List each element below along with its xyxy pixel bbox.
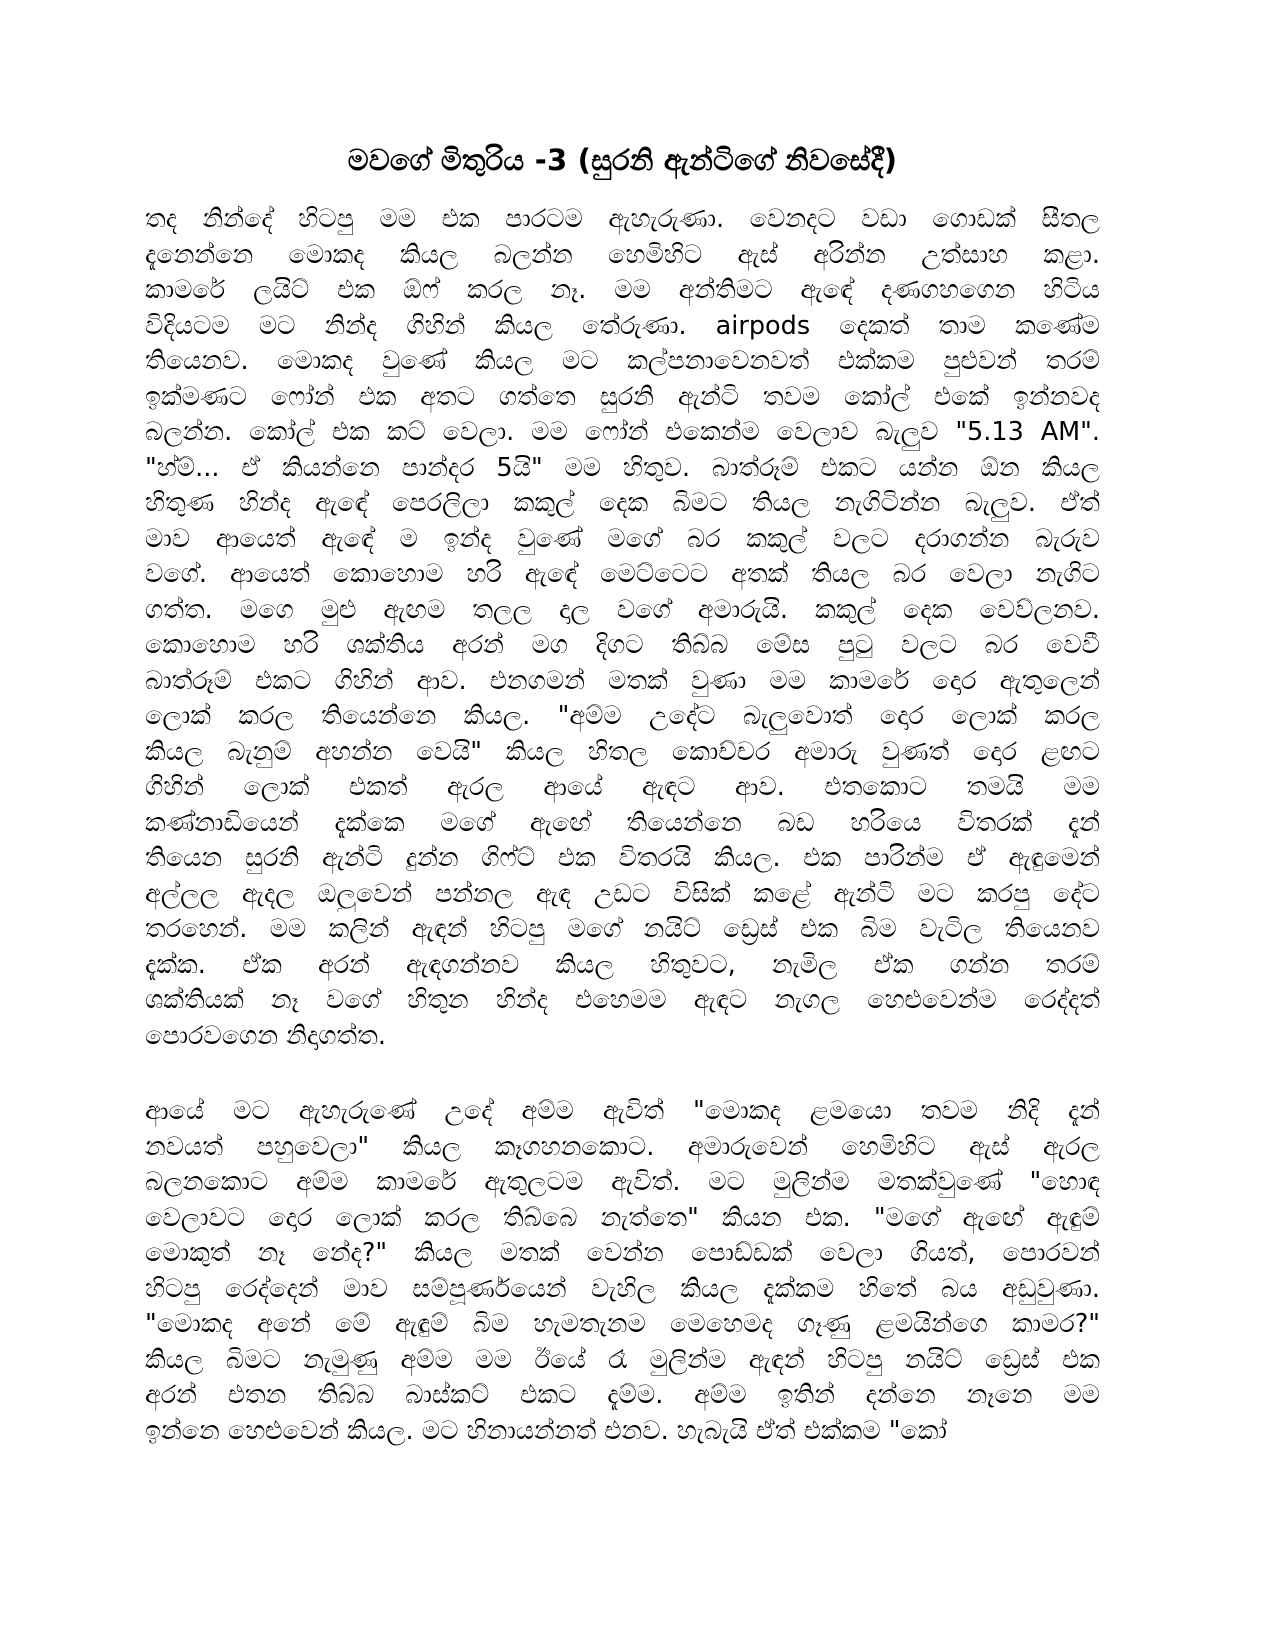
text-line: ලොක් කරල තියෙන්නෙ කියල. "අම්ම උදේට බැලුවොත් දොර ලොක් කරල bbox=[145, 701, 1100, 731]
paragraph-1 bbox=[145, 202, 1100, 1054]
text-line: අරන් එතන තිබ්බ බාස්කට් එකට දැම්ම. අම්ම ඉතින් දන්නෙ නෑනෙ මම bbox=[145, 1380, 1100, 1410]
text-line: තරහෙන්. මම කලින් ඇඳන් හිටපු මගේ නයිට් ඩ්‍රෙස් එක බිම වැටිල තියෙනව bbox=[145, 914, 1100, 944]
text-line: බලනකොට අම්ම කාමරේ ඇතුලටම ඇවිත්. මට මුලින්ම මතක්වුණේ "හොඳ bbox=[145, 1167, 1100, 1197]
text-line: දැනෙන්නෙ මොකද කියල බලන්න හෙමිහිට ඇස් අරින්න උත්සාහ කළා. bbox=[145, 239, 1100, 270]
text-line: තියෙන සුරනි ඇන්ටි දුන්න ගිෆ්ට් එක විතරයි කියල. එක පාරින්ම ඒ ඇඳුමෙන් bbox=[145, 843, 1100, 873]
text-line: අල්ලල ඇදල ඔලුවෙන් පන්නල ඇඳ උඩට විසික් කළේ ඇන්ටි මට කරපු දේට bbox=[145, 878, 1100, 909]
text-line: ගත්ත. මගෙ මුළු ඇඟම තලල දාල වගේ අමාරුයි. කකුල් දෙක වෙව්ලනව. bbox=[145, 594, 1100, 625]
text-line: කණ්නාඩියෙන් දැක්කෙ මගේ ඇඟේ තියෙන්නෙ බඩ හරියෙ විතරක් දැන් bbox=[145, 807, 1100, 838]
text-line: බලන්න. කෝල් එක කට් වෙලා. මම ෆෝන් එකෙන්ම වෙලාව බැලුව "5.13 AM". bbox=[145, 417, 1100, 447]
text-line: හිටපු රෙද්දෙන් මාව සම්පූර්ණයෙන් වැහිල කියල දැක්කම හිතේ බය අඩුවුණා. bbox=[145, 1273, 1100, 1304]
document-title: මවගේ මිතුරිය -3 (සුරනි ඇන්ටිගේ නිවසේදී) bbox=[347, 143, 898, 177]
text-line: ශක්තියක් නෑ වගේ හිතුන හින්ද එහෙමම ඇඳට නැගල හෙළුවෙන්ම රෙද්දත් bbox=[145, 985, 1100, 1015]
paragraph-2 bbox=[145, 1094, 1100, 1449]
text-line: දැක්ක. ඒක අරන් ඇඳගන්නව කියල හිතුවට, නැමිල ඒක ගන්න තරම් bbox=[145, 949, 1100, 980]
text-line: මාව ආයෙත් ඇඳේ ම ඉන්ද වුණේ මගේ බර කකුල් වලට දරාගන්න බැරුව bbox=[145, 523, 1100, 554]
text-line: විදියටම මට නින්ද ගිහින් කියල තේරුණා. airpods දෙකත් තාම කණේම bbox=[145, 310, 1100, 341]
text-line: ගිහින් ලොක් එකත් ඇරල ආයේ ඇඳට ආව. එතකොට තමයි මම bbox=[145, 772, 1100, 802]
text-line: හිතුණ හින්ද ඇඳේ පෙරලිලා කකුල් දෙක බිමට තියල නැගිටින්න බැලුව. ඒත් bbox=[145, 488, 1100, 518]
text-line: ඉන්නෙ හෙළුවෙන් කියල. මට හිනායන්නත් එනව. හැබැයි ඒත් එක්කම "කෝ bbox=[145, 1415, 947, 1446]
document-page bbox=[145, 140, 1100, 1449]
text-line: මොකුත් නෑ නේද?" කියල මතක් වෙන්න පොඩ්ඩක් වෙලා ගියත්, පොරවන් bbox=[145, 1238, 1100, 1268]
text-line: වගේ. ආයෙත් කොහොම හරි ඇඳේ මෙට්ටෙට අතක් තියල බර වෙලා නැගිට bbox=[145, 559, 1100, 589]
paragraph-gap bbox=[145, 1054, 1100, 1094]
text-line: තියෙනව. මොකද වුණේ කියල මට කල්පනාවෙනවත් එක්කම පුළුවන් තරම් bbox=[145, 346, 1100, 376]
text-line: නවයත් පහුවෙලා" කියල කෑගහනකොට. අමාරුවෙන් හෙමිහිට ඇස් ඇරල bbox=[145, 1131, 1100, 1162]
text-line: ඉක්මණට ෆෝන් එක අතට ගත්තෙ සුරනි ඇන්ටි තවම කෝල් එකේ ඉන්නවද bbox=[145, 381, 1100, 412]
text-line: වෙලාවට දොර ලොක් කරල තිබ්බෙ නැත්තෙ" කියන එක. "මගේ ඇඟේ ඇඳුම් bbox=[145, 1202, 1100, 1233]
text-line: තද නින්දේ හිටපු මම එක පාරටම ඇහැරුණා. වෙනදට වඩා ගොඩක් සීතල bbox=[145, 204, 1100, 234]
text-line: කාමරේ ලයිට් එක ඕෆ් කරල නෑ. මම අන්තිමට ඇඳේ දණගහගෙන හිටිය bbox=[145, 275, 1100, 305]
text-line: බාත්රූම් එකට ගිහින් ආව. එනගමන් මතක් වුණා මම කාමරේ දොර ඇතුලෙන් bbox=[145, 665, 1100, 696]
text-line: කොහොම හරි ශක්තිය අරන් මග දිගට තිබ්බ මේස පුටු වලට බර වෙවී bbox=[145, 630, 1100, 660]
text-line: පොරවගෙන නිදාගත්ත. bbox=[145, 1020, 386, 1051]
text-line: කියල බැනුම් අහන්න වෙයි" කියල හිතල කොච්චර අමාරු වුණත් දොර ළඟට bbox=[145, 736, 1100, 767]
text-line: "මොකද අනේ මේ ඇඳුම් බිම හැමතැනම මෙහෙමද ගෑණු ළමයින්ගෙ කාමර?" bbox=[145, 1309, 1100, 1339]
text-line: "හ්ම්... ඒ කියන්නෙ පාන්දර 5යි" මම හිතුව. බාත්රූම් එකට යන්න ඕන කියල bbox=[145, 452, 1100, 483]
text-line: කියල බිමට නැමුණු අම්ම මම ඊයේ රෑ මුලින්ම ඇඳන් හිටපු නයිට් ඩ්‍රෙස් එක bbox=[145, 1344, 1100, 1375]
text-line: ආයේ මට ඇහැරුණේ උදේ අම්ම ඇවිත් "මොකද ළමයො තවම නිදි දැන් bbox=[145, 1096, 1100, 1126]
